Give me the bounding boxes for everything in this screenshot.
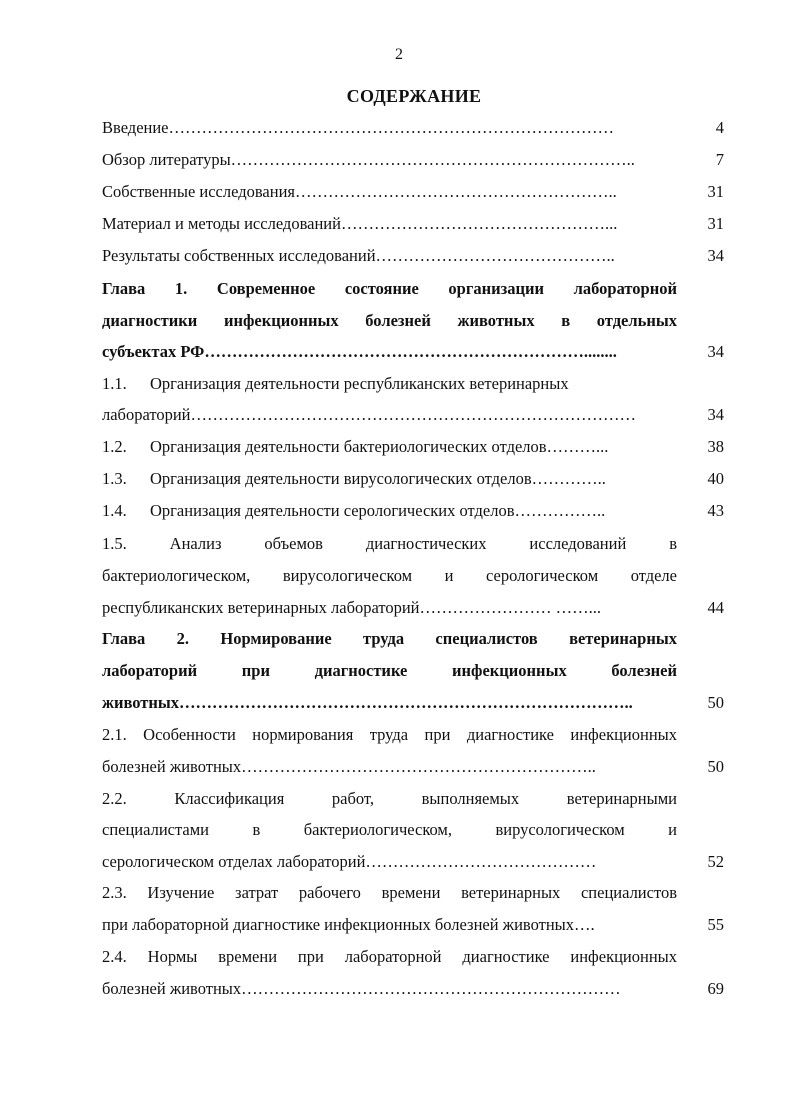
toc-entry-text: 2.4. Нормы времени при лабораторной диагностике инфекционных (102, 947, 677, 966)
toc-page-number: 50 (707, 757, 724, 776)
toc-entry-number: 1.4. (102, 501, 127, 520)
toc-entry (102, 437, 677, 457)
toc-entry-text: бактериологическом, вирусологическом и серологическом отделе (102, 566, 677, 585)
toc-entry-text: Организация деятельности республиканских ветеринарных (150, 374, 569, 393)
toc-entry-text: диагностики инфекционных болезней животных в отдельных (102, 311, 677, 330)
toc-entry-text: Глава 2. Нормирование труда специалистов ветеринарных (102, 629, 677, 648)
toc-entry (102, 469, 677, 489)
toc-page-number: 44 (707, 598, 724, 617)
toc-chapter-heading (102, 279, 677, 299)
toc-entry (102, 246, 677, 266)
toc-page-number: 52 (707, 852, 724, 871)
toc-chapter-heading-line (102, 693, 677, 713)
toc-entry-number: 1.2. (102, 437, 127, 456)
toc-entry-line (102, 915, 677, 935)
toc-entry-text: Организация деятельности вирусологических отделов………….. (150, 469, 606, 488)
toc-page-number: 31 (707, 182, 724, 201)
toc-page-number: 50 (707, 693, 724, 712)
toc-entry-text: республиканских ветеринарных лабораторий…………………… ……... (102, 598, 602, 617)
toc-page-number: 40 (707, 469, 724, 488)
toc-entry-text: субъектах РФ……………………………………………………………........ (102, 342, 617, 361)
toc-entry-text: серологическом отделах лабораторий…………………………………… (102, 852, 597, 871)
toc-entry-text: 1.5. Анализ объемов диагностических исследований в (102, 534, 677, 553)
toc-entry-text: 2.3. Изучение затрат рабочего времени ветеринарных специалистов (102, 883, 677, 902)
toc-entry-text: Организация деятельности серологических отделов…………….. (150, 501, 606, 520)
toc-entry (102, 150, 677, 170)
toc-entry (102, 374, 677, 394)
toc-page-number: 69 (707, 979, 724, 998)
toc-entry (102, 534, 677, 554)
toc-entry (102, 182, 677, 202)
toc-entry (102, 501, 677, 521)
toc-entry-text: Организация деятельности бактериологических отделов………... (150, 437, 609, 456)
toc-chapter-heading-line (102, 342, 677, 362)
toc-page-number: 7 (715, 150, 724, 169)
page-number: 2 (395, 46, 403, 63)
toc-entry-line (102, 979, 677, 999)
toc-entry-text: животных……………………………………………………………………….. (102, 693, 633, 712)
toc-entry-line (102, 820, 677, 840)
toc-entry-number: 1.1. (102, 374, 127, 393)
toc-chapter-heading (102, 629, 677, 649)
toc-entry (102, 725, 677, 745)
toc-entry-number: 1.3. (102, 469, 127, 488)
toc-entry-text: болезней животных……………………………………………………….. (102, 757, 596, 776)
toc-entry-text: лабораторий при диагностике инфекционных болезней (102, 661, 677, 680)
toc-entry (102, 789, 677, 809)
toc-entry (102, 947, 677, 967)
toc-entry-line (102, 405, 677, 425)
toc-entry-text: Материал и методы исследований…………………………………………... (102, 214, 618, 233)
toc-entry-text: 2.2. Классификация работ, выполняемых ветеринарными (102, 789, 677, 808)
toc-entry-line (102, 566, 677, 586)
toc-entry-line (102, 852, 677, 872)
toc-entry-text: болезней животных…………………………………………………………… (102, 979, 621, 998)
toc-page-number: 55 (707, 915, 724, 934)
page-title: СОДЕРЖАНИЕ (346, 86, 482, 106)
toc-entry-text: лабораторий……………………………………………………………………… (102, 405, 637, 424)
toc-entry-text: при лабораторной диагностике инфекционных болезней животных…. (102, 915, 595, 934)
toc-entry (102, 118, 677, 138)
toc-entry-line (102, 598, 677, 618)
toc-page-number: 34 (707, 342, 724, 361)
toc-page-number: 38 (707, 437, 724, 456)
toc-page-number: 34 (707, 405, 724, 424)
toc-chapter-heading-line (102, 311, 677, 331)
toc-entry (102, 214, 677, 234)
toc-entry-text: 2.1. Особенности нормирования труда при диагностике инфекционных (102, 725, 677, 744)
toc-entry-text: Результаты собственных исследований…………………………………….. (102, 246, 615, 265)
toc-page-number: 4 (715, 118, 724, 137)
toc-page-number: 31 (707, 214, 724, 233)
toc-entry-text: специалистами в бактериологическом, вирусологическом и (102, 820, 677, 839)
toc-entry (102, 883, 677, 903)
toc-page-number: 34 (707, 246, 724, 265)
toc-page-number: 43 (707, 501, 724, 520)
toc-entry-text: Собственные исследования………………………………………………….. (102, 182, 617, 201)
toc-entry-text: Введение……………………………………………………………………… (102, 118, 615, 137)
toc-chapter-heading-line (102, 661, 677, 681)
toc-entry-text: Глава 1. Современное состояние организации лабораторной (102, 279, 677, 298)
toc-entry-line (102, 757, 677, 777)
toc-entry-text: Обзор литературы……………………………………………………………….. (102, 150, 635, 169)
